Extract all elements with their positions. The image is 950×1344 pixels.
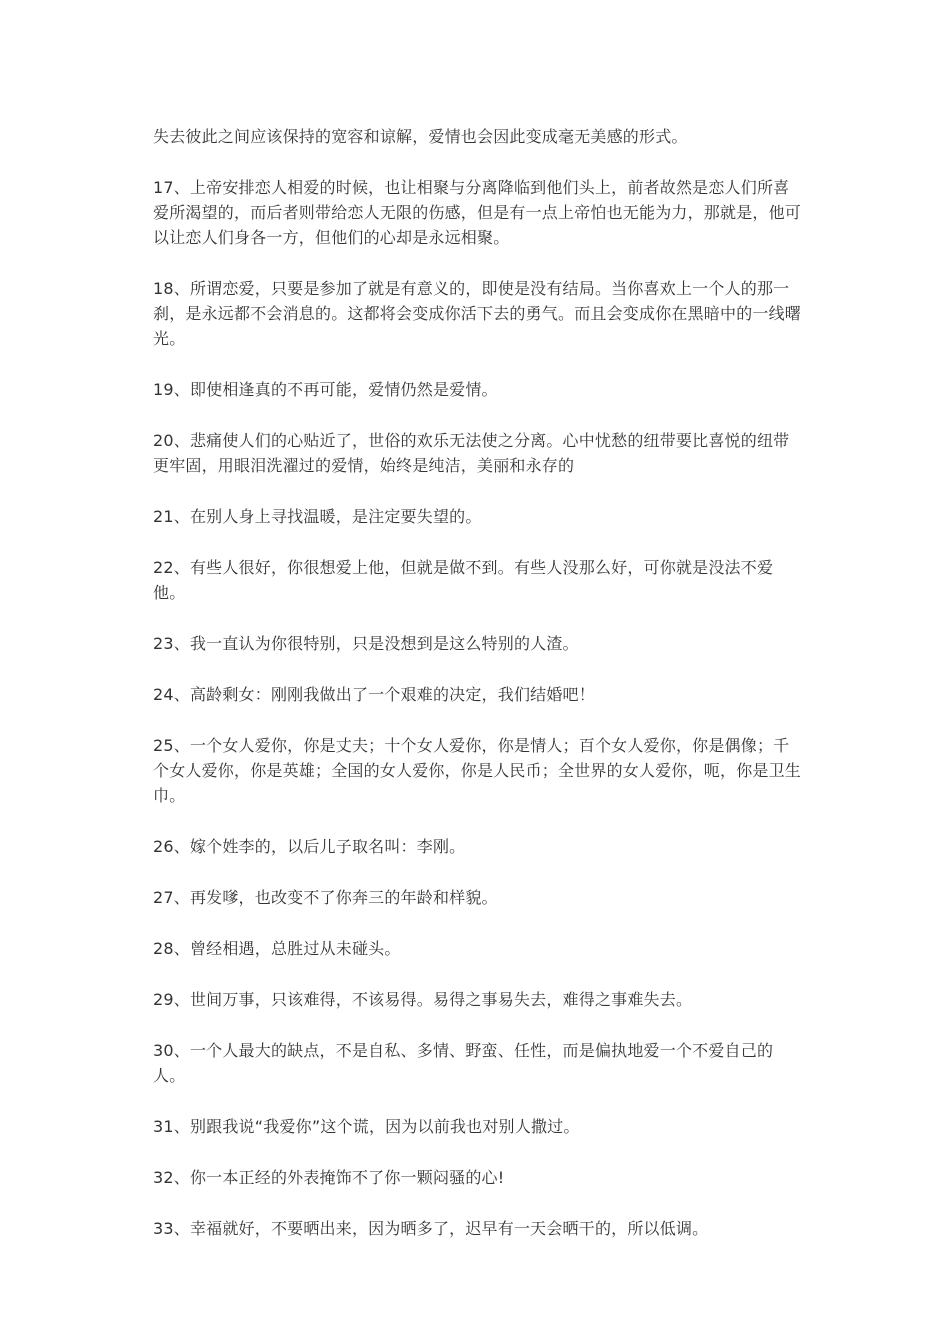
paragraph: 26、嫁个姓李的，以后儿子取名叫：李刚。 <box>153 837 466 856</box>
paragraph: 23、我一直认为你很特别，只是没想到是这么特别的人渣。 <box>153 634 579 653</box>
paragraph: 24、高龄剩女：刚刚我做出了一个艰难的决定，我们结婚吧！ <box>153 685 595 704</box>
paragraph: 19、即使相逢真的不再可能，爱情仍然是爱情。 <box>153 380 498 399</box>
paragraph: 18、所谓恋爱，只要是参加了就是有意义的，即使是没有结局。当你喜欢上一个人的那一刹，是永远都不会消息的。这都将会变成你活下去的勇气。而且会变成你在黑暗中的一线曙光。 <box>153 279 802 348</box>
paragraph: 31、别跟我说“我爱你”这个谎，因为以前我也对别人撒过。 <box>153 1117 580 1136</box>
paragraph: 32、你一本正经的外表掩饰不了你一颗闷骚的心! <box>153 1168 505 1187</box>
paragraph: 17、上帝安排恋人相爱的时候，也让相聚与分离降临到他们头上，前者故然是恋人们所喜爱所渴望的，而后者则带给恋人无限的伤感，但是有一点上帝怕也无能为力，那就是，他可以让恋人们身各一方，但他们的心却是永远相聚。 <box>153 178 802 247</box>
paragraph: 30、一个人最大的缺点，不是自私、多情、野蛮、任性，而是偏执地爱一个不爱自己的人。 <box>153 1041 774 1085</box>
paragraph: 25、一个女人爱你，你是丈夫；十个女人爱你，你是情人；百个女人爱你，你是偶像；千个女人爱你，你是英雄；全国的女人爱你，你是人民币；全世界的女人爱你，呃，你是卫生巾。 <box>153 736 802 805</box>
paragraph: 失去彼此之间应该保持的宽容和谅解，爱情也会因此变成毫无美感的形式。 <box>153 127 688 146</box>
paragraph: 29、世间万事，只该难得，不该易得。易得之事易失去，难得之事难失去。 <box>153 990 693 1009</box>
paragraph: 22、有些人很好，你很想爱上他，但就是做不到。有些人没那么好，可你就是没法不爱他。 <box>153 558 774 602</box>
paragraph: 21、在别人身上寻找温暖，是注定要失望的。 <box>153 507 482 526</box>
paragraph: 27、再发嗲，也改变不了你奔三的年龄和样貌。 <box>153 888 498 907</box>
paragraph: 20、悲痛使人们的心贴近了，世俗的欢乐无法使之分离。心中忧愁的纽带要比喜悦的纽带更牢固，用眼泪洗濯过的爱情，始终是纯洁，美丽和永存的 <box>153 431 790 475</box>
paragraph: 33、幸福就好，不要晒出来，因为晒多了，迟早有一天会晒干的，所以低调。 <box>153 1219 709 1238</box>
document-body <box>153 124 805 1267</box>
paragraph: 28、曾经相遇，总胜过从未碰头。 <box>153 939 401 958</box>
